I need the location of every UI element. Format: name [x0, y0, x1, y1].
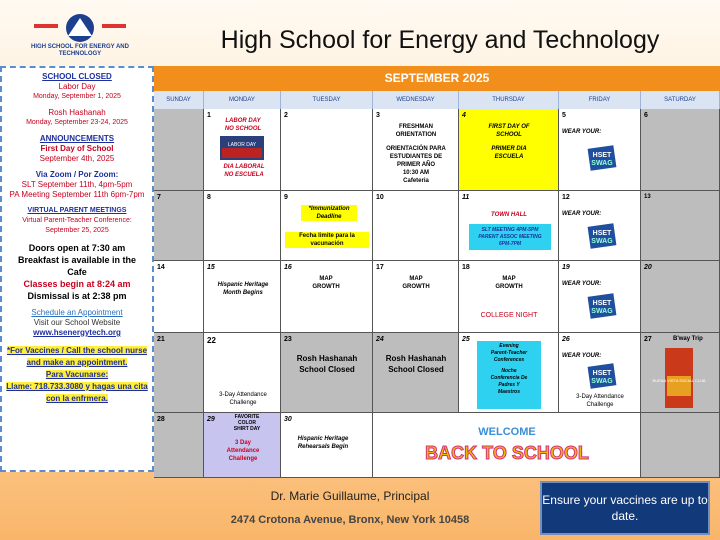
day-header: THURSDAY: [459, 91, 559, 109]
calendar-cell[interactable]: 22 3-Day Attendance Challenge: [204, 333, 281, 413]
college-night: COLLEGE NIGHT: [480, 312, 538, 319]
parent-teacher-conf: Evening Parent-Teacher Conferences Noche Conferencia De Padres Y Maestros: [477, 341, 541, 409]
calendar-cell: 7: [154, 191, 204, 261]
info-sidebar: [0, 66, 154, 472]
wear-your: WEAR YOUR:: [562, 129, 602, 135]
labor-day-date: Monday, September 1, 2025: [33, 93, 121, 100]
principal-name: Dr. Marie Guillaume, Principal: [270, 489, 430, 503]
svg-text:HSET: HSET: [592, 370, 612, 377]
calendar-cell-first-day[interactable]: 4 FIRST DAY OF SCHOOL PRIMER DIA ESCUELA: [459, 109, 559, 191]
immunization-deadline: *Immunization Deadline: [301, 205, 357, 221]
calendar-cell: 20: [641, 261, 720, 333]
favorite-color-day: FAVORITE COLOR SHIRT DAY: [233, 414, 261, 432]
rosh-label: Rosh Hashanah: [48, 108, 106, 117]
breakfast: Breakfast is available in the: [17, 255, 137, 265]
zoom-heading: Via Zoom / Por Zoom:: [35, 170, 119, 179]
day-header: SATURDAY: [641, 91, 720, 109]
map-growth: MAP GROWTH: [495, 276, 523, 290]
pa-date: PA Meeting September 11th 6pm-7pm: [9, 190, 145, 199]
schedule-link[interactable]: Schedule an Appointment: [31, 308, 123, 317]
calendar-cell[interactable]: 24 Rosh Hashanah School Closed: [373, 333, 459, 413]
logo-emblem-icon: [28, 10, 132, 46]
visit-text: Visit our School Website: [33, 318, 121, 327]
day-header: MONDAY: [204, 91, 281, 109]
dismissal: Dismissal is at 2:38 pm: [27, 291, 127, 301]
page-title: High School for Energy and Technology: [220, 26, 660, 54]
svg-text:SWAG: SWAG: [591, 308, 613, 315]
svg-text:LABOR DAY: LABOR DAY: [227, 142, 257, 148]
three-day-challenge: 3 Day Attendance Challenge: [226, 440, 260, 462]
calendar-cell[interactable]: 8: [204, 191, 281, 261]
vaccine-note: *For Vaccines / Call the school nurse and make an appointment.: [6, 346, 148, 367]
school-logo: [28, 10, 132, 58]
virtual-date: September 25, 2025: [45, 227, 109, 234]
svg-text:BUENA VISTA SOCIAL CLUB: BUENA VISTA SOCIAL CLUB: [652, 378, 706, 383]
svg-text:SWAG: SWAG: [591, 238, 613, 245]
calendar-cell[interactable]: 5 WEAR YOUR: HSET SWAG: [559, 109, 641, 191]
calendar-cell[interactable]: 12 WEAR YOUR: HSET SWAG: [559, 191, 641, 261]
slt-date: SLT September 11th, 4pm-5pm: [21, 180, 133, 189]
day-header: FRIDAY: [559, 91, 641, 109]
calendar-cell[interactable]: 17 MAP GROWTH: [373, 261, 459, 333]
virtual-conf: Virtual Parent-Teacher Conference:: [22, 217, 132, 224]
first-day-date: September 4th, 2025: [39, 154, 115, 163]
bway-trip: B'way Trip: [673, 336, 703, 342]
hset-swag-icon: [587, 145, 617, 171]
para-vacunarse: Para Vacunarse:: [45, 370, 109, 379]
rehearsals: Hispanic Heritage Rehearsals Begin: [297, 436, 349, 450]
map-growth: MAP GROWTH: [402, 276, 430, 290]
calendar-cell: [641, 413, 720, 478]
date-number: 1: [207, 112, 211, 119]
calendar-cell: 6: [641, 109, 720, 191]
svg-text:HSET: HSET: [592, 152, 612, 159]
calendar-cell[interactable]: 9 *Immunization Deadline Fecha limite para la vacunación: [281, 191, 373, 261]
calendar-cell[interactable]: 16 MAP GROWTH: [281, 261, 373, 333]
virtual-heading: VIRTUAL PARENT MEETINGS: [27, 207, 127, 214]
calendar-cell: 28: [154, 413, 204, 478]
calendar-cell[interactable]: 14: [154, 261, 204, 333]
announcements-heading: ANNOUNCEMENTS: [39, 134, 115, 143]
wear-your: WEAR YOUR:: [562, 281, 602, 287]
labor-day-label: Labor Day: [58, 82, 96, 91]
first-day-event: FIRST DAY OF SCHOOL PRIMER DIA ESCUELA: [488, 124, 530, 160]
calendar-cell[interactable]: 15 Hispanic Heritage Month Begins: [204, 261, 281, 333]
calendar-cell[interactable]: 3 FRESHMAN ORIENTATION ORIENTACIÓN PARA ESTUDIANTES DE PRIMER AÑO 10:30 AM Cafeteria: [373, 109, 459, 191]
school-closed-heading: SCHOOL CLOSED: [42, 72, 112, 81]
rosh-closed: Rosh Hashanah School Closed: [385, 354, 447, 374]
month-title: SEPTEMBER 2025: [154, 66, 720, 91]
calendar-cell[interactable]: 2: [281, 109, 373, 191]
svg-text:HSET: HSET: [592, 230, 612, 237]
doors-open: Doors open at 7:30 am: [28, 243, 126, 253]
wear-your: WEAR YOUR:: [562, 211, 602, 217]
calendar-cell: 21: [154, 333, 204, 413]
school-address: 2474 Crotona Avenue, Bronx, New York 10458: [230, 514, 470, 526]
website-link[interactable]: www.hsenergytech.org: [33, 328, 121, 337]
hset-swag-icon: [587, 293, 617, 319]
svg-text:SWAG: SWAG: [591, 378, 613, 385]
town-hall: TOWN HALL: [491, 212, 527, 218]
calendar-cell[interactable]: 18 MAP GROWTH COLLEGE NIGHT: [459, 261, 559, 333]
svg-text:BACK TO SCHOOL: BACK TO SCHOOL: [425, 443, 589, 463]
rosh-date: Monday, September 23-24, 2025: [26, 119, 128, 126]
calendar-cell[interactable]: 26 WEAR YOUR: HSET SWAG 3-Day Attendance Challenge: [559, 333, 641, 413]
attendance-challenge: 3-Day Attendance Challenge: [576, 394, 624, 408]
calendar-cell[interactable]: 30 Hispanic Heritage Rehearsals Begin: [281, 413, 373, 478]
freshman-orientation: FRESHMAN ORIENTATION ORIENTACIÓN PARA ESTUDIANTES DE PRIMER AÑO 10:30 AM Cafeteria: [386, 124, 446, 184]
vaccine-notice: Ensure your vaccines are up to date.: [540, 481, 710, 535]
llame-note: Llame: 718.733.3080 y hagas una cita con la enfrmera.: [6, 382, 148, 403]
calendar-cell: [154, 109, 204, 191]
day-header: WEDNESDAY: [373, 91, 459, 109]
hispanic-heritage: Hispanic Heritage Month Begins: [217, 282, 269, 296]
calendar-cell[interactable]: 11 TOWN HALL SLT MEETING 4PM-5PM PARENT ASSOC MEETING 6PM-7PM: [459, 191, 559, 261]
day-header: SUNDAY: [154, 91, 204, 109]
logo-text: HIGH SCHOOL FOR ENERGY AND TECHNOLOGY: [31, 44, 129, 57]
rosh-closed: Rosh Hashanah School Closed: [296, 354, 358, 374]
calendar: [154, 66, 720, 478]
first-day-label: First Day of School: [40, 144, 114, 153]
wear-your: WEAR YOUR:: [562, 353, 602, 359]
classes-begin: Classes begin at 8:24 am: [23, 279, 131, 289]
svg-text:SWAG: SWAG: [591, 160, 613, 167]
svg-text:HSET: HSET: [592, 300, 612, 307]
labor-day-event: LABOR DAY NO SCHOOL: [224, 118, 262, 132]
day-header: TUESDAY: [281, 91, 373, 109]
calendar-cell[interactable]: 19 WEAR YOUR: HSET SWAG: [559, 261, 641, 333]
calendar-cell[interactable]: 23 Rosh Hashanah School Closed: [281, 333, 373, 413]
map-growth: MAP GROWTH: [312, 276, 340, 290]
calendar-cell[interactable]: 27 B'way Trip BUENA VISTA SOCIAL CLUB: [641, 333, 720, 413]
breakfast-cafe: Cafe: [67, 267, 87, 277]
svg-text:WELCOME: WELCOME: [478, 426, 536, 438]
dia-laboral: DIA LABORAL NO ESCUELA: [223, 164, 265, 178]
labor-day-image: [220, 136, 264, 160]
hset-swag-icon: [587, 223, 617, 249]
calendar-cell: 13: [641, 191, 720, 261]
welcome-back-banner: [373, 413, 641, 478]
welcome-back-graphic: [373, 413, 641, 478]
calendar-cell[interactable]: 25 Evening Parent-Teacher Conferences Noche Conferencia De Padres Y Maestros: [459, 333, 559, 413]
fecha-limite: Fecha limite para la vacunación: [285, 232, 369, 248]
hset-swag-icon: [587, 363, 617, 389]
calendar-cell[interactable]: 10: [373, 191, 459, 261]
calendar-cell-favorite[interactable]: 29 FAVORITE COLOR SHIRT DAY 3 Day Attendance Challenge: [204, 413, 281, 478]
calendar-cell[interactable]: [204, 109, 281, 191]
attendance-challenge: 3-Day Attendance Challenge: [219, 392, 267, 406]
slt-meeting: SLT MEETING 4PM-5PM PARENT ASSOC MEETING 6PM-7PM: [469, 224, 551, 250]
